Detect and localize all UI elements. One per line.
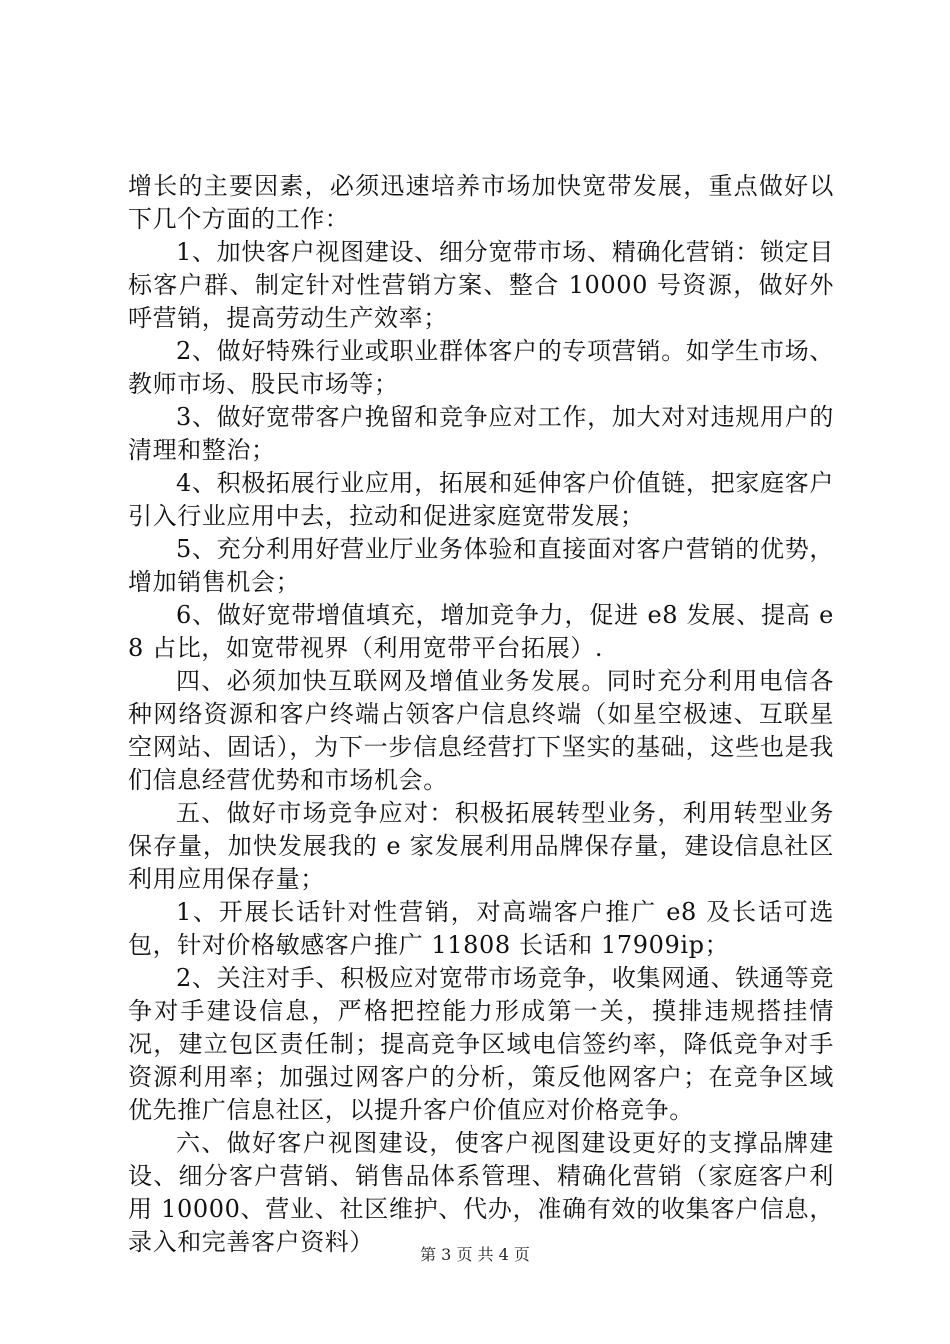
paragraph: 1、加快客户视图建设、细分宽带市场、精确化营销：锁定目标客户群、制定针对性营销方案、整合 10000 号资源，做好外呼营销，提高劳动生产效率； [128, 238, 834, 332]
paragraph: 六、做好客户视图建设，使客户视图建设更好的支撑品牌建设、细分客户营销、销售品体系管理、精确化营销（家庭客户利用 10000、营业、社区维护、代办，准确有效的收集客户信息，录入和完善客户资料） [128, 1129, 834, 1256]
paragraph: 增长的主要因素，必须迅速培养市场加快宽带发展，重点做好以下几个方面的工作： [128, 172, 834, 233]
paragraph: 1、开展长话针对性营销，对高端客户推广 e8 及长话可选包，针对价格敏感客户推广 11808 长话和 17909ip； [128, 898, 834, 959]
paragraph: 5、充分利用好营业厅业务体验和直接面对客户营销的优势，增加销售机会； [128, 535, 834, 596]
page-footer: 第 3 页 共 4 页 [420, 1245, 530, 1264]
paragraph: 2、关注对手、积极应对宽带市场竞争，收集网通、铁通等竞争对手建设信息，严格把控能力形成第一关，摸排违规搭挂情况，建立包区责任制；提高竞争区域电信签约率，降低竞争对手资源利用率；加强过网客户的分析，策反他网客户；在竞争区域优先推广信息社区，以提升客户价值应对价格竞争。 [128, 964, 834, 1124]
paragraph: 四、必须加快互联网及增值业务发展。同时充分利用电信各种网络资源和客户终端占领客户信息终端（如星空极速、互联星空网站、固话），为下一步信息经营打下坚实的基础，这些也是我们信息经营优势和市场机会。 [128, 667, 834, 794]
paragraph: 6、做好宽带增值填充，增加竞争力，促进 e8 发展、提高 e8 占比，如宽带视界（利用宽带平台拓展）. [128, 601, 834, 662]
paragraph: 2、做好特殊行业或职业群体客户的专项营销。如学生市场、教师市场、股民市场等； [128, 337, 834, 398]
paragraph: 五、做好市场竞争应对：积极拓展转型业务，利用转型业务保存量，加快发展我的 e 家发展利用品牌保存量，建设信息社区利用应用保存量； [128, 799, 834, 893]
paragraph: 3、做好宽带客户挽留和竞争应对工作，加大对对违规用户的清理和整治； [128, 403, 834, 464]
paragraph: 4、积极拓展行业应用，拓展和延伸客户价值链，把家庭客户引入行业应用中去，拉动和促进家庭宽带发展； [128, 469, 834, 530]
document-body [128, 170, 834, 1259]
